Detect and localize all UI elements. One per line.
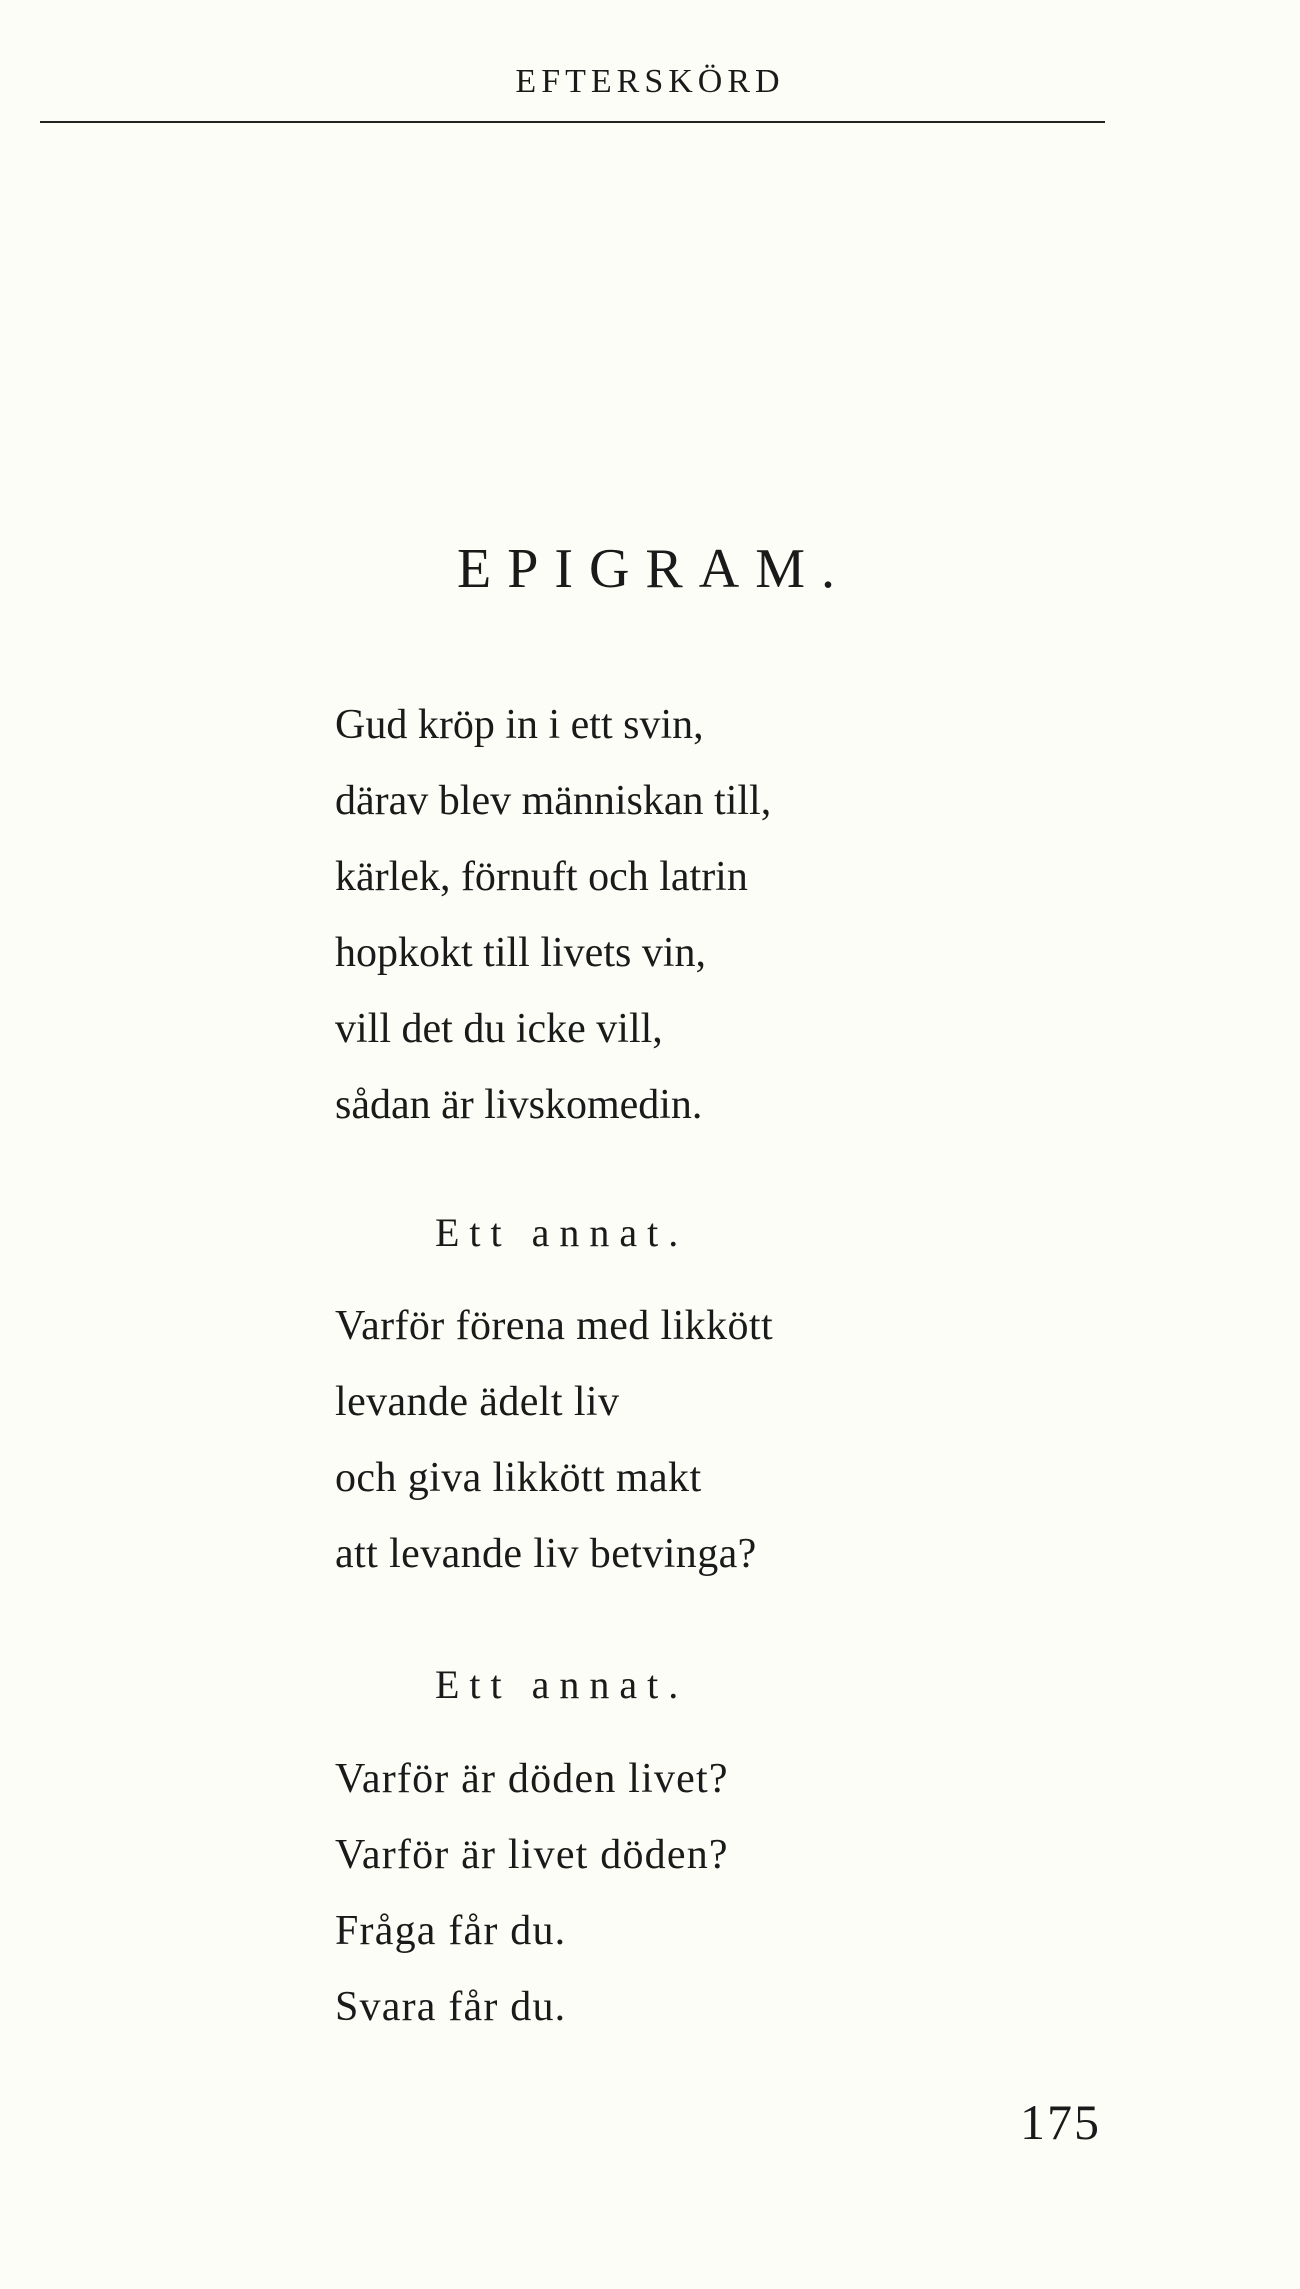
epigram-stanza-3 [335,1741,729,2045]
section-heading: Ett annat. [435,1210,689,1255]
verse-line: och giva likkött makt [335,1455,702,1501]
section-heading: Ett annat. [435,1662,689,1707]
header-rule [40,121,1105,123]
verse-line: hopkokt till livets vin, [335,930,707,976]
verse-line: Gud kröp in i ett svin, [335,702,704,748]
epigram-stanza-1 [335,687,771,1143]
verse-line: Fråga får du. [335,1908,567,1954]
verse-line: Varför är livet döden? [335,1832,729,1878]
poem-title: EPIGRAM. [456,538,852,600]
page-number: 175 [1020,2094,1101,2150]
verse-line: Varför förena med likkött [335,1303,774,1349]
verse-line: vill det du icke vill, [335,1006,663,1052]
verse-line: Varför är döden livet? [335,1756,729,1802]
verse-line: att levande liv betvinga? [335,1531,757,1577]
verse-line: därav blev människan till, [335,778,772,824]
verse-line: kärlek, förnuft och latrin [335,854,748,900]
running-head: EFTERSKÖRD [515,63,785,100]
epigram-stanza-2 [335,1288,773,1592]
verse-line: levande ädelt liv [335,1379,620,1425]
verse-line: Svara får du. [335,1984,567,2030]
verse-line: sådan är livskomedin. [335,1082,703,1128]
